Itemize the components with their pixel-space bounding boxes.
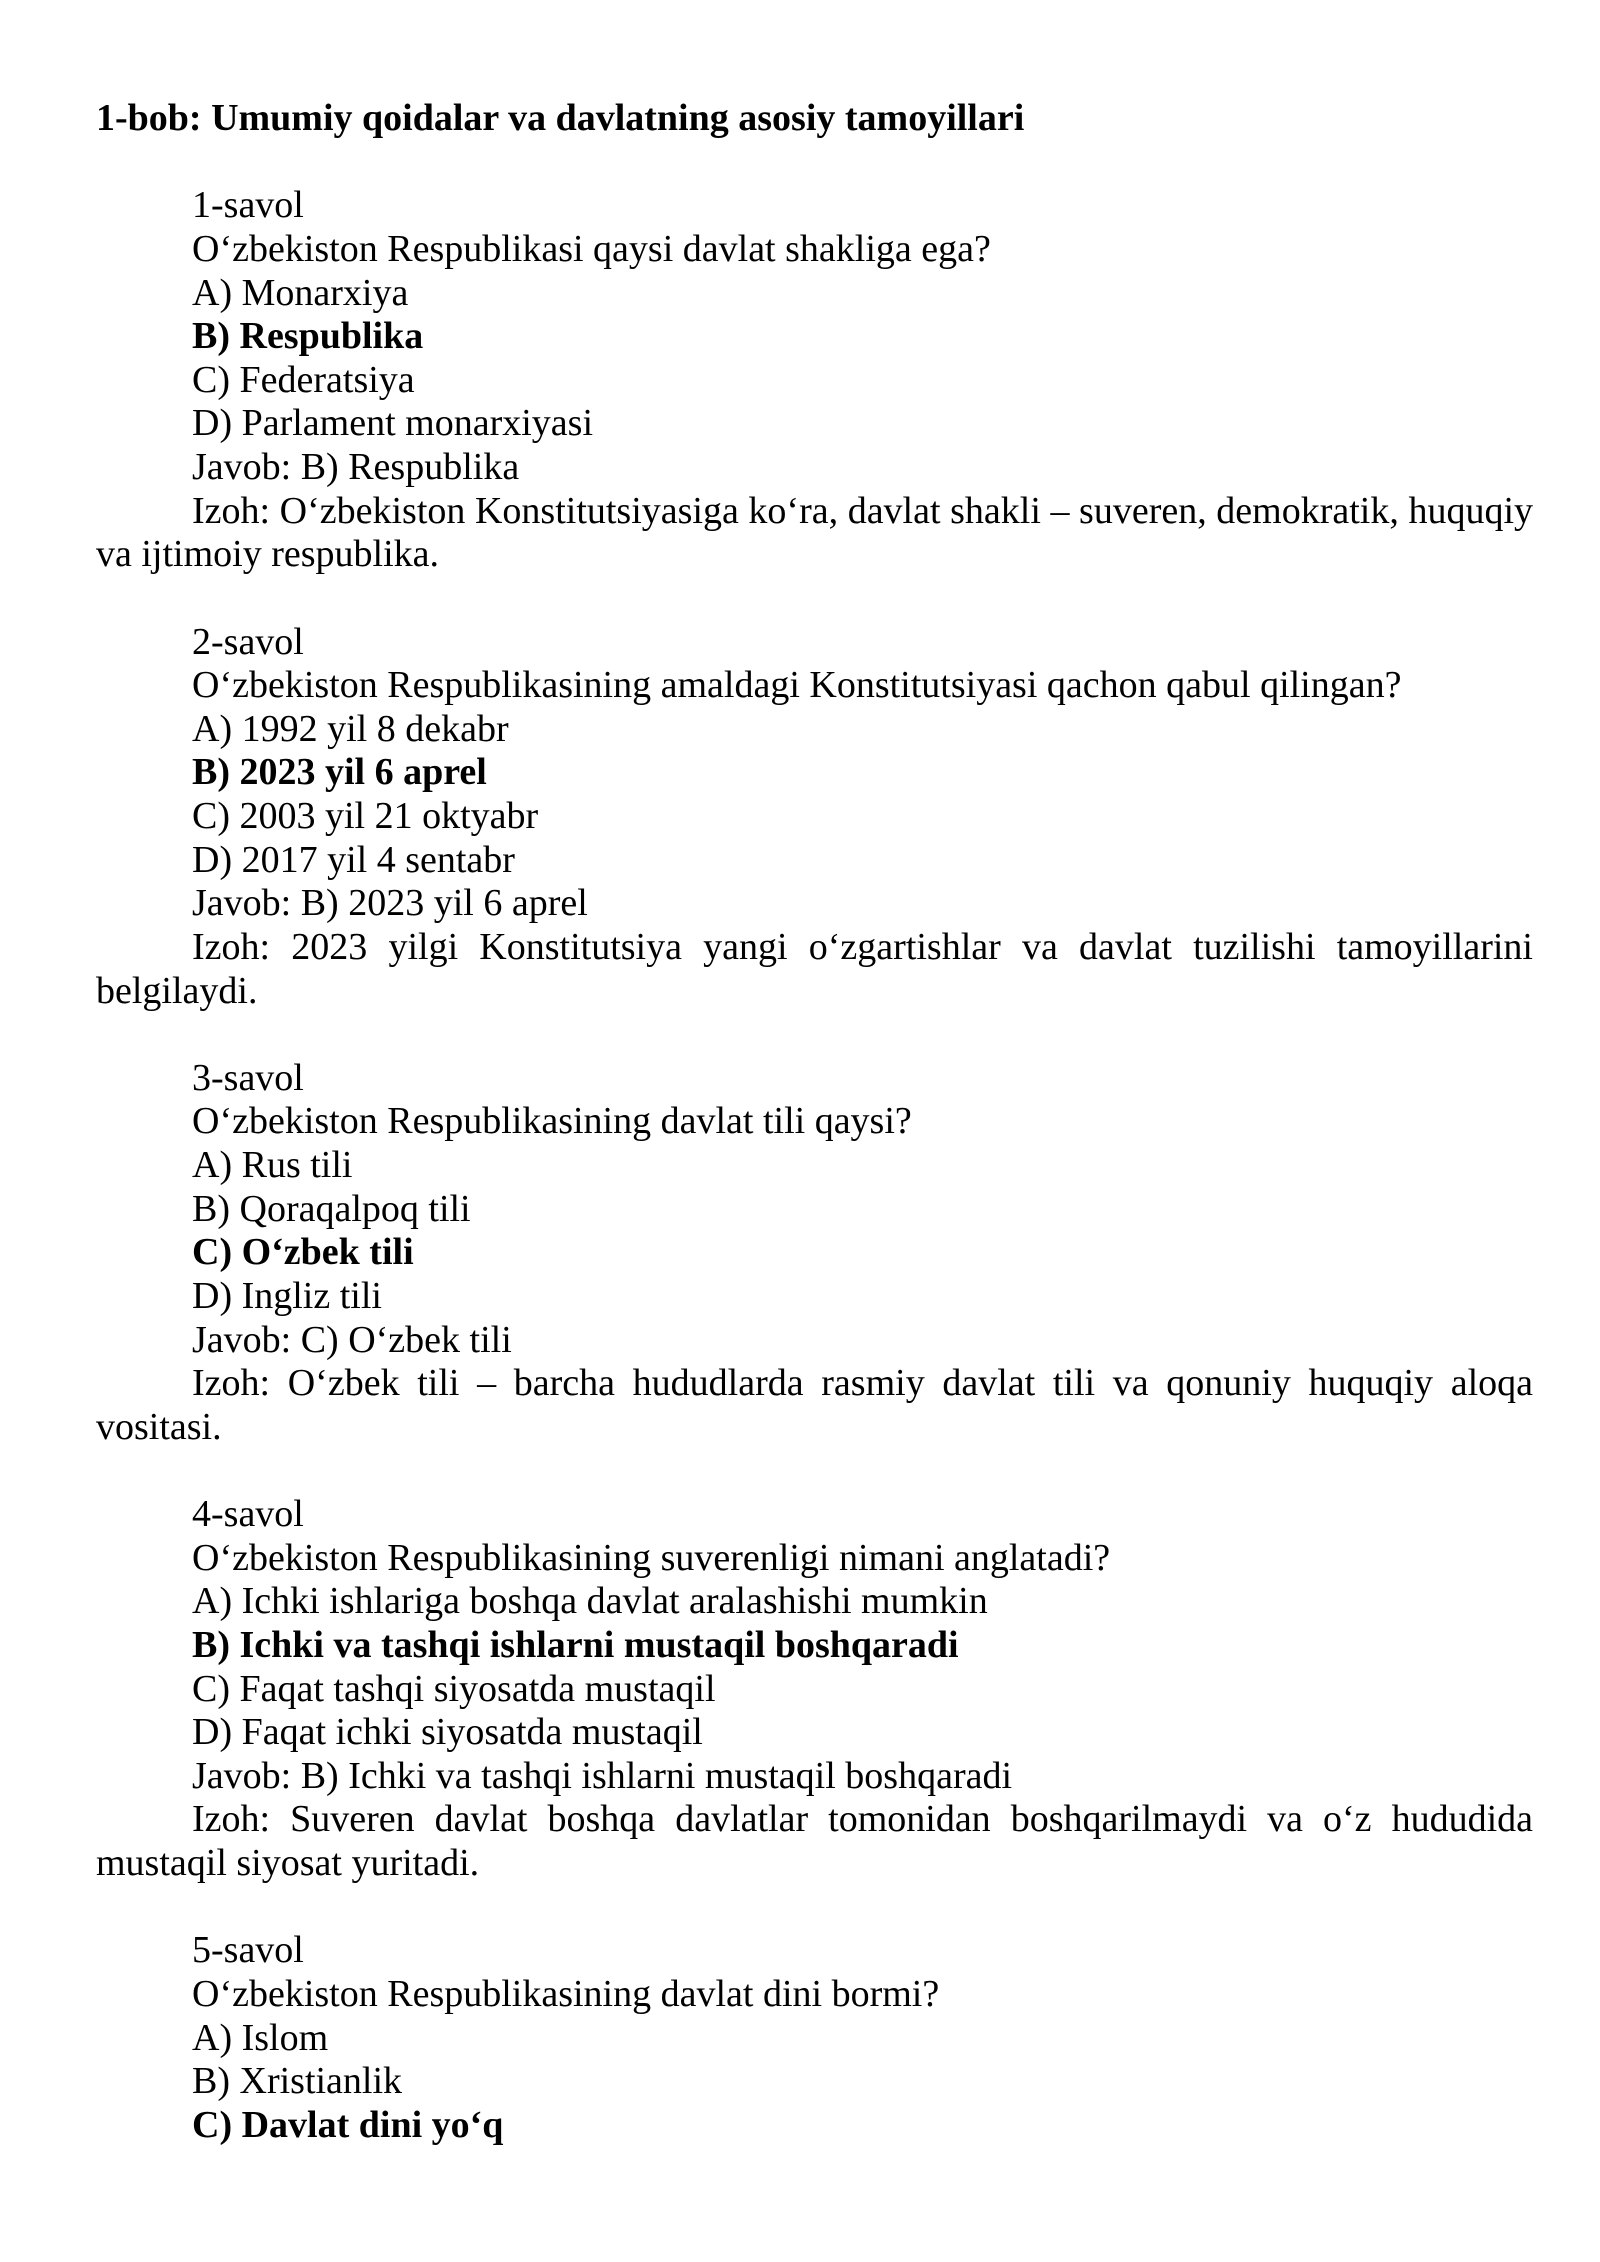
explanation-paragraph: Izoh: O‘zbekiston Konstitutsiyasiga ko‘ra, davlat shakli – suveren, demokratik, huquqiy va ijtimoiy respublika. (96, 489, 1533, 576)
option-d: D) Ingliz tili (192, 1274, 382, 1317)
question-number: 4-savol (192, 1493, 304, 1536)
explanation-paragraph: Izoh: 2023 yilgi Konstitutsiya yangi o‘zgartishlar va davlat tuzilishi tamoyillarini belgilaydi. (96, 925, 1533, 1012)
question-3 (96, 1057, 1533, 1450)
option-a: A) Ichki ishlariga boshqa davlat aralashishi mumkin (192, 1580, 988, 1623)
document-body (96, 97, 1533, 2148)
question-number: 1-savol (192, 184, 304, 227)
option-a: A) 1992 yil 8 dekabr (192, 707, 509, 750)
question-number: 2-savol (192, 620, 304, 663)
option-b: B) 2023 yil 6 aprel (192, 751, 487, 794)
question-text: O‘zbekiston Respublikasining davlat tili qaysi? (192, 1100, 912, 1143)
option-b: B) Respublika (192, 315, 424, 358)
question-1 (96, 184, 1533, 577)
option-d: D) 2017 yil 4 sentabr (192, 838, 515, 881)
option-b: B) Qoraqalpoq tili (192, 1187, 471, 1230)
option-b: B) Ichki va tashqi ishlarni mustaqil boshqaradi (192, 1623, 959, 1666)
option-a: A) Islom (192, 2016, 329, 2059)
option-c: C) Davlat dini yo‘q (192, 2103, 504, 2146)
option-d: D) Parlament monarxiyasi (192, 402, 594, 445)
option-a: A) Rus tili (192, 1144, 353, 1187)
question-number: 5-savol (192, 1929, 304, 1972)
question-text: O‘zbekiston Respublikasining suverenligi nimani anglatadi? (192, 1536, 1111, 1579)
option-d: D) Faqat ichki siyosatda mustaqil (192, 1711, 703, 1754)
option-b: B) Xristianlik (192, 2060, 403, 2103)
question-text: O‘zbekiston Respublikasining davlat dini bormi? (192, 1973, 940, 2015)
question-4 (96, 1493, 1533, 1886)
option-a: A) Monarxiya (192, 271, 409, 314)
answer-line: Javob: C) O‘zbek tili (192, 1318, 512, 1361)
question-text: O‘zbekiston Respublikasining amaldagi Konstitutsiyasi qachon qabul qilingan? (192, 664, 1402, 707)
answer-line: Javob: B) Ichki va tashqi ishlarni mustaqil boshqaradi (192, 1754, 1013, 1797)
option-c: C) Federatsiya (192, 358, 415, 401)
question-2 (96, 621, 1533, 1014)
option-c: C) 2003 yil 21 oktyabr (192, 795, 539, 838)
explanation-paragraph: Izoh: O‘zbek tili – barcha hududlarda rasmiy davlat tili va qonuniy huquqiy aloqa vositasi. (96, 1362, 1533, 1448)
answer-line: Javob: B) Respublika (192, 446, 520, 488)
option-c: C) Faqat tashqi siyosatda mustaqil (192, 1667, 716, 1710)
explanation-paragraph: Izoh: Suveren davlat boshqa davlatlar tomonidan boshqarilmaydi va o‘z hududida mustaqil siyosat yuritadi. (96, 1798, 1533, 1885)
question-text: O‘zbekiston Respublikasi qaysi davlat shakliga ega? (192, 227, 991, 270)
option-c: C) O‘zbek tili (192, 1231, 414, 1274)
answer-line: Javob: B) 2023 yil 6 aprel (192, 882, 588, 925)
question-number: 3-savol (192, 1056, 304, 1099)
question-5 (96, 1929, 1533, 2147)
chapter-title: 1-bob: Umumiy qoidalar va davlatning asosiy tamoyillari (96, 97, 1025, 139)
